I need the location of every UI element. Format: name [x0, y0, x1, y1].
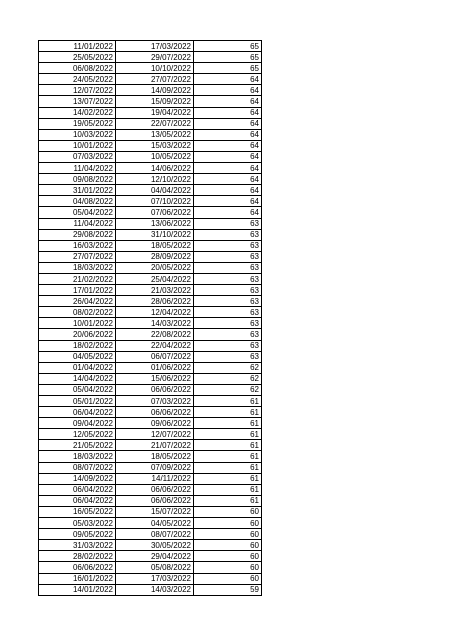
days-cell[interactable]: 63 — [194, 218, 262, 229]
table-row — [39, 584, 262, 595]
days-cell[interactable]: 65 — [194, 52, 262, 63]
start-date-cell[interactable]: 06/04/2022 — [39, 495, 116, 506]
start-date-cell[interactable]: 04/05/2022 — [39, 351, 116, 362]
table-row — [39, 107, 262, 118]
start-date-cell[interactable]: 06/04/2022 — [39, 407, 116, 418]
end-date-cell[interactable]: 06/06/2022 — [116, 384, 194, 395]
days-cell[interactable]: 62 — [194, 362, 262, 373]
end-date-cell[interactable]: 14/11/2022 — [116, 473, 194, 484]
table-row — [39, 63, 262, 74]
table-row — [39, 318, 262, 329]
table-row — [39, 196, 262, 207]
end-date-cell[interactable]: 12/07/2022 — [116, 429, 194, 440]
start-date-cell[interactable]: 11/04/2022 — [39, 218, 116, 229]
table-row — [39, 529, 262, 540]
days-cell[interactable]: 63 — [194, 229, 262, 240]
days-cell[interactable]: 59 — [194, 584, 262, 595]
table-row — [39, 41, 262, 52]
end-date-cell[interactable]: 29/07/2022 — [116, 52, 194, 63]
days-cell[interactable]: 65 — [194, 41, 262, 52]
end-date-cell[interactable]: 20/05/2022 — [116, 262, 194, 273]
table-row — [39, 118, 262, 129]
table-row — [39, 340, 262, 351]
end-date-cell[interactable]: 30/05/2022 — [116, 540, 194, 551]
start-date-cell[interactable]: 12/05/2022 — [39, 429, 116, 440]
start-date-cell[interactable]: 19/05/2022 — [39, 118, 116, 129]
table-row — [39, 307, 262, 318]
start-date-cell[interactable]: 12/07/2022 — [39, 85, 116, 96]
table-row — [39, 396, 262, 407]
start-date-cell[interactable]: 05/04/2022 — [39, 384, 116, 395]
days-cell[interactable]: 63 — [194, 296, 262, 307]
start-date-cell[interactable]: 21/05/2022 — [39, 440, 116, 451]
table-row — [39, 96, 262, 107]
days-cell[interactable]: 61 — [194, 484, 262, 495]
days-cell[interactable]: 64 — [194, 118, 262, 129]
table-row — [39, 74, 262, 85]
days-cell[interactable]: 60 — [194, 518, 262, 529]
end-date-cell[interactable]: 04/05/2022 — [116, 518, 194, 529]
days-cell[interactable]: 61 — [194, 451, 262, 462]
end-date-cell[interactable]: 21/07/2022 — [116, 440, 194, 451]
end-date-cell[interactable]: 19/04/2022 — [116, 107, 194, 118]
days-cell[interactable]: 61 — [194, 407, 262, 418]
table-row — [39, 251, 262, 262]
days-cell[interactable]: 63 — [194, 307, 262, 318]
end-date-cell[interactable]: 18/05/2022 — [116, 240, 194, 251]
days-cell[interactable]: 64 — [194, 196, 262, 207]
start-date-cell[interactable]: 05/03/2022 — [39, 518, 116, 529]
table-row — [39, 407, 262, 418]
end-date-cell[interactable]: 06/07/2022 — [116, 351, 194, 362]
start-date-cell[interactable]: 25/05/2022 — [39, 52, 116, 63]
start-date-cell[interactable]: 17/01/2022 — [39, 285, 116, 296]
end-date-cell[interactable]: 06/06/2022 — [116, 484, 194, 495]
table-row — [39, 506, 262, 517]
end-date-cell[interactable]: 17/03/2022 — [116, 573, 194, 584]
table-row — [39, 362, 262, 373]
table-row — [39, 296, 262, 307]
start-date-cell[interactable]: 14/04/2022 — [39, 373, 116, 384]
days-cell[interactable]: 64 — [194, 74, 262, 85]
days-cell[interactable]: 63 — [194, 273, 262, 284]
days-cell[interactable]: 60 — [194, 540, 262, 551]
end-date-cell[interactable]: 27/07/2022 — [116, 74, 194, 85]
end-date-cell[interactable]: 06/06/2022 — [116, 495, 194, 506]
table-row — [39, 285, 262, 296]
end-date-cell[interactable]: 21/03/2022 — [116, 285, 194, 296]
start-date-cell[interactable]: 05/01/2022 — [39, 396, 116, 407]
days-cell[interactable]: 64 — [194, 174, 262, 185]
table-row — [39, 262, 262, 273]
days-cell[interactable]: 64 — [194, 207, 262, 218]
days-cell[interactable]: 63 — [194, 318, 262, 329]
end-date-cell[interactable]: 13/05/2022 — [116, 129, 194, 140]
start-date-cell[interactable]: 16/05/2022 — [39, 506, 116, 517]
days-cell[interactable]: 61 — [194, 440, 262, 451]
end-date-cell[interactable]: 25/04/2022 — [116, 273, 194, 284]
table-row — [39, 85, 262, 96]
start-date-cell[interactable]: 28/02/2022 — [39, 551, 116, 562]
table-row — [39, 218, 262, 229]
end-date-cell[interactable]: 15/03/2022 — [116, 140, 194, 151]
days-cell[interactable]: 60 — [194, 562, 262, 573]
start-date-cell[interactable]: 09/05/2022 — [39, 529, 116, 540]
start-date-cell[interactable]: 13/07/2022 — [39, 96, 116, 107]
table-row — [39, 151, 262, 162]
end-date-cell[interactable]: 04/04/2022 — [116, 185, 194, 196]
start-date-cell[interactable]: 07/03/2022 — [39, 151, 116, 162]
days-cell[interactable]: 64 — [194, 151, 262, 162]
start-date-cell[interactable]: 18/02/2022 — [39, 340, 116, 351]
table-row — [39, 462, 262, 473]
table-row — [39, 518, 262, 529]
start-date-cell[interactable]: 09/08/2022 — [39, 174, 116, 185]
days-cell[interactable]: 63 — [194, 262, 262, 273]
days-cell[interactable]: 60 — [194, 506, 262, 517]
table-row — [39, 573, 262, 584]
table-row — [39, 429, 262, 440]
end-date-cell[interactable]: 28/09/2022 — [116, 251, 194, 262]
days-cell[interactable]: 63 — [194, 240, 262, 251]
end-date-cell[interactable]: 15/06/2022 — [116, 373, 194, 384]
days-cell[interactable]: 60 — [194, 551, 262, 562]
table-row — [39, 473, 262, 484]
start-date-cell[interactable]: 09/04/2022 — [39, 418, 116, 429]
table-row — [39, 440, 262, 451]
days-cell[interactable]: 61 — [194, 473, 262, 484]
table-row — [39, 495, 262, 506]
start-date-cell[interactable]: 01/04/2022 — [39, 362, 116, 373]
end-date-cell[interactable]: 07/03/2022 — [116, 396, 194, 407]
days-cell[interactable]: 63 — [194, 351, 262, 362]
start-date-cell[interactable]: 26/04/2022 — [39, 296, 116, 307]
start-date-cell[interactable]: 16/03/2022 — [39, 240, 116, 251]
days-cell[interactable]: 64 — [194, 185, 262, 196]
days-cell[interactable]: 61 — [194, 418, 262, 429]
days-cell[interactable]: 60 — [194, 573, 262, 584]
start-date-cell[interactable]: 14/09/2022 — [39, 473, 116, 484]
start-date-cell[interactable]: 29/08/2022 — [39, 229, 116, 240]
start-date-cell[interactable]: 08/07/2022 — [39, 462, 116, 473]
table-row — [39, 140, 262, 151]
table-row — [39, 551, 262, 562]
start-date-cell[interactable]: 16/01/2022 — [39, 573, 116, 584]
days-cell[interactable]: 64 — [194, 85, 262, 96]
end-date-cell[interactable]: 14/03/2022 — [116, 584, 194, 595]
end-date-cell[interactable]: 09/06/2022 — [116, 418, 194, 429]
end-date-cell[interactable]: 01/06/2022 — [116, 362, 194, 373]
start-date-cell[interactable]: 06/06/2022 — [39, 562, 116, 573]
start-date-cell[interactable]: 31/03/2022 — [39, 540, 116, 551]
days-cell[interactable]: 62 — [194, 384, 262, 395]
start-date-cell[interactable]: 27/07/2022 — [39, 251, 116, 262]
start-date-cell[interactable]: 10/03/2022 — [39, 129, 116, 140]
start-date-cell[interactable]: 11/04/2022 — [39, 163, 116, 174]
days-cell[interactable]: 60 — [194, 529, 262, 540]
start-date-cell[interactable]: 31/01/2022 — [39, 185, 116, 196]
days-cell[interactable]: 64 — [194, 129, 262, 140]
start-date-cell[interactable]: 18/03/2022 — [39, 262, 116, 273]
table-row — [39, 185, 262, 196]
end-date-cell[interactable]: 28/06/2022 — [116, 296, 194, 307]
days-cell[interactable]: 61 — [194, 396, 262, 407]
days-cell[interactable]: 64 — [194, 163, 262, 174]
table-row — [39, 540, 262, 551]
end-date-cell[interactable]: 05/08/2022 — [116, 562, 194, 573]
start-date-cell[interactable]: 08/02/2022 — [39, 307, 116, 318]
end-date-cell[interactable]: 22/04/2022 — [116, 340, 194, 351]
table-row — [39, 384, 262, 395]
days-cell[interactable]: 61 — [194, 495, 262, 506]
table-row — [39, 52, 262, 63]
days-cell[interactable]: 64 — [194, 140, 262, 151]
table-row — [39, 207, 262, 218]
table-row — [39, 451, 262, 462]
table-row — [39, 229, 262, 240]
table-row — [39, 373, 262, 384]
end-date-cell[interactable]: 07/09/2022 — [116, 462, 194, 473]
end-date-cell[interactable]: 07/10/2022 — [116, 196, 194, 207]
end-date-cell[interactable]: 31/10/2022 — [116, 229, 194, 240]
days-cell[interactable]: 63 — [194, 251, 262, 262]
start-date-cell[interactable]: 20/06/2022 — [39, 329, 116, 340]
days-cell[interactable]: 63 — [194, 329, 262, 340]
end-date-cell[interactable]: 12/10/2022 — [116, 174, 194, 185]
end-date-cell[interactable]: 18/05/2022 — [116, 451, 194, 462]
end-date-cell[interactable]: 10/05/2022 — [116, 151, 194, 162]
end-date-cell[interactable]: 12/04/2022 — [116, 307, 194, 318]
days-cell[interactable]: 63 — [194, 340, 262, 351]
end-date-cell[interactable]: 17/03/2022 — [116, 41, 194, 52]
end-date-cell[interactable]: 15/07/2022 — [116, 506, 194, 517]
start-date-cell[interactable]: 10/01/2022 — [39, 140, 116, 151]
table-row — [39, 240, 262, 251]
end-date-cell[interactable]: 22/08/2022 — [116, 329, 194, 340]
days-cell[interactable]: 63 — [194, 285, 262, 296]
end-date-cell[interactable]: 14/06/2022 — [116, 163, 194, 174]
table-row — [39, 129, 262, 140]
table-row — [39, 418, 262, 429]
end-date-cell[interactable]: 14/09/2022 — [116, 85, 194, 96]
start-date-cell[interactable]: 14/02/2022 — [39, 107, 116, 118]
end-date-cell[interactable]: 10/10/2022 — [116, 63, 194, 74]
end-date-cell[interactable]: 29/04/2022 — [116, 551, 194, 562]
end-date-cell[interactable]: 22/07/2022 — [116, 118, 194, 129]
start-date-cell[interactable]: 04/08/2022 — [39, 196, 116, 207]
spreadsheet-table — [38, 40, 262, 596]
end-date-cell[interactable]: 07/06/2022 — [116, 207, 194, 218]
days-cell[interactable]: 64 — [194, 107, 262, 118]
days-cell[interactable]: 61 — [194, 429, 262, 440]
table-row — [39, 273, 262, 284]
end-date-cell[interactable]: 14/03/2022 — [116, 318, 194, 329]
table-row — [39, 484, 262, 495]
start-date-cell[interactable]: 21/02/2022 — [39, 273, 116, 284]
days-cell[interactable]: 61 — [194, 462, 262, 473]
start-date-cell[interactable]: 11/01/2022 — [39, 41, 116, 52]
start-date-cell[interactable]: 10/01/2022 — [39, 318, 116, 329]
start-date-cell[interactable]: 06/04/2022 — [39, 484, 116, 495]
spreadsheet-body — [39, 41, 262, 596]
start-date-cell[interactable]: 14/01/2022 — [39, 584, 116, 595]
table-row — [39, 351, 262, 362]
days-cell[interactable]: 64 — [194, 96, 262, 107]
start-date-cell[interactable]: 05/04/2022 — [39, 207, 116, 218]
start-date-cell[interactable]: 24/05/2022 — [39, 74, 116, 85]
table-row — [39, 562, 262, 573]
table-row — [39, 329, 262, 340]
days-cell[interactable]: 62 — [194, 373, 262, 384]
start-date-cell[interactable]: 06/08/2022 — [39, 63, 116, 74]
days-cell[interactable]: 65 — [194, 63, 262, 74]
start-date-cell[interactable]: 18/03/2022 — [39, 451, 116, 462]
end-date-cell[interactable]: 08/07/2022 — [116, 529, 194, 540]
end-date-cell[interactable]: 15/09/2022 — [116, 96, 194, 107]
end-date-cell[interactable]: 13/06/2022 — [116, 218, 194, 229]
table-row — [39, 174, 262, 185]
table-row — [39, 163, 262, 174]
end-date-cell[interactable]: 06/06/2022 — [116, 407, 194, 418]
